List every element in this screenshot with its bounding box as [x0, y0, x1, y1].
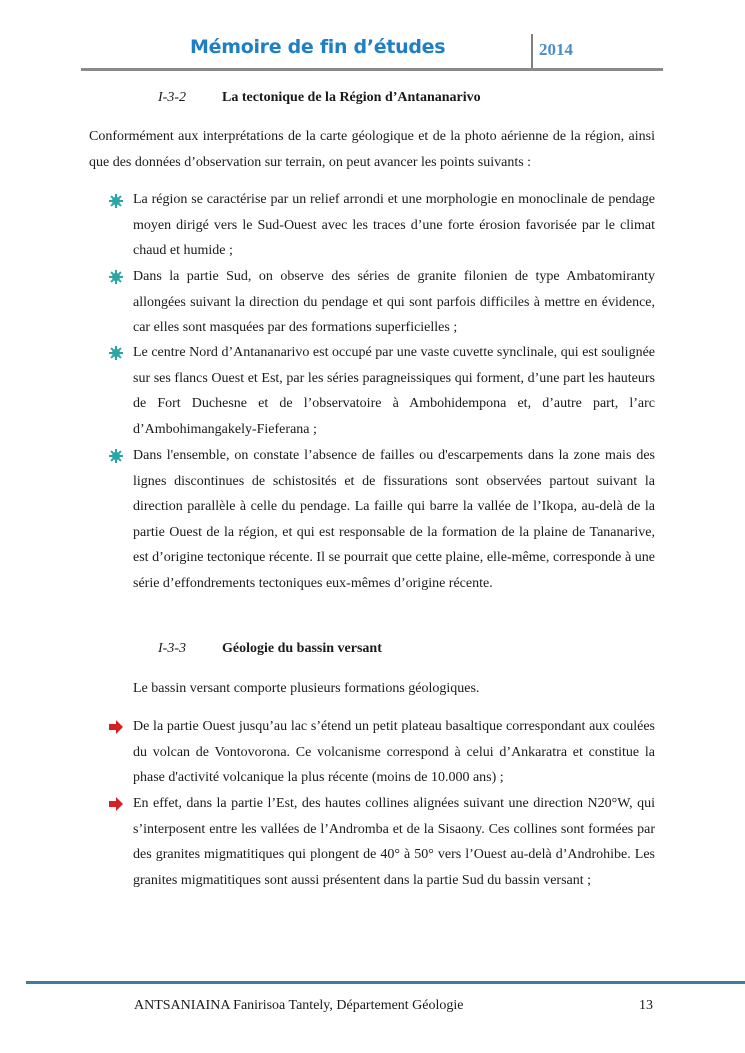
header-divider	[531, 34, 533, 70]
list-item: En effet, dans la partie l’Est, des hautes collines alignées suivant une direction N20°W, qui s’interposent entre les vallées de l’Andromba et de la Sisaony. Ces collines sont formées par des granites migmatitiques qui plongent de 40° à 50° vers l’Ouest au-delà d’Androhibe. Les granites migmatitiques sont aussi présentent dans la partie Sud du bassin versant ;	[133, 796, 655, 888]
section-number: I-3-3	[158, 641, 186, 656]
header-year: 2014	[539, 40, 573, 59]
gear-bullet-icon	[109, 346, 123, 360]
list-item: Le centre Nord d’Antananarivo est occupé par une vaste cuvette synclinale, qui est soulignée sur ses flancs Ouest et Est, par les séries paragneissiques qui forment, d’une part les hauteurs de Fort Duchesne et de l’observatoire à Ambohidempona et, d’autre part, l’arc d’Ambohimangakely-Fieferana ;	[133, 345, 655, 437]
section-number: I-3-2	[158, 90, 186, 105]
section-heading-tectonique	[158, 90, 481, 106]
gear-bullet-icon	[109, 270, 123, 284]
gear-bullet-icon	[109, 449, 123, 463]
list-item: Dans la partie Sud, on observe des séries de granite filonien de type Ambatomiranty allongées suivant la direction du pendage et qui sont parfois difficiles à mettre en évidence, car elles sont masquées par des formations superficielles ;	[133, 269, 655, 335]
header-rule	[81, 68, 663, 71]
gear-bullet-icon	[109, 194, 123, 208]
section-heading-geologie	[158, 641, 382, 657]
footer-author: ANTSANIAINA Fanirisoa Tantely, Département Géologie	[134, 998, 464, 1013]
header-title: Mémoire de fin d’études	[190, 36, 446, 58]
intro-paragraph: Conformément aux interprétations de la carte géologique et de la photo aérienne de la région, ainsi que des données d’observation sur terrain, on peut avancer les points suivants :	[89, 129, 655, 170]
footer-rule	[26, 981, 745, 984]
arrow-bullet-icon	[109, 797, 123, 811]
arrow-bullet-icon	[109, 720, 123, 734]
list-item: Dans l'ensemble, on constate l’absence de failles ou d'escarpements dans la zone mais des lignes discontinues de schistosités et de fissurations sont observées partout suivant la direction parallèle à celle du pendage. La faille qui barre la vallée de l’Ikopa, au-delà de la partie Ouest de la région, et qui est responsable de la formation de la plaine de Tananarive, est d’origine tectonique récente. Il se pourrait que cette plaine, elle-même, corresponde à une série d’effondrements tectoniques eux-mêmes d’origine récente.	[133, 448, 655, 591]
section-title: Géologie du bassin versant	[222, 641, 382, 656]
page-number: 13	[639, 998, 653, 1013]
list-item: La région se caractérise par un relief arrondi et une morphologie en monoclinale de pendage moyen dirigé vers le Sud-Ouest avec les traces d’une forte érosion favorisée par le climat chaud et humide ;	[133, 192, 655, 258]
section-title: La tectonique de la Région d’Antananarivo	[222, 90, 481, 105]
intro-paragraph-2: Le bassin versant comporte plusieurs formations géologiques.	[133, 681, 480, 696]
list-item: De la partie Ouest jusqu’au lac s’étend un petit plateau basaltique correspondant aux coulées du volcan de Vontovorona. Ce volcanisme correspond à celui d’Ankaratra et constitue la phase d'activité volcanique la plus récente (moins de 10.000 ans) ;	[133, 719, 655, 785]
